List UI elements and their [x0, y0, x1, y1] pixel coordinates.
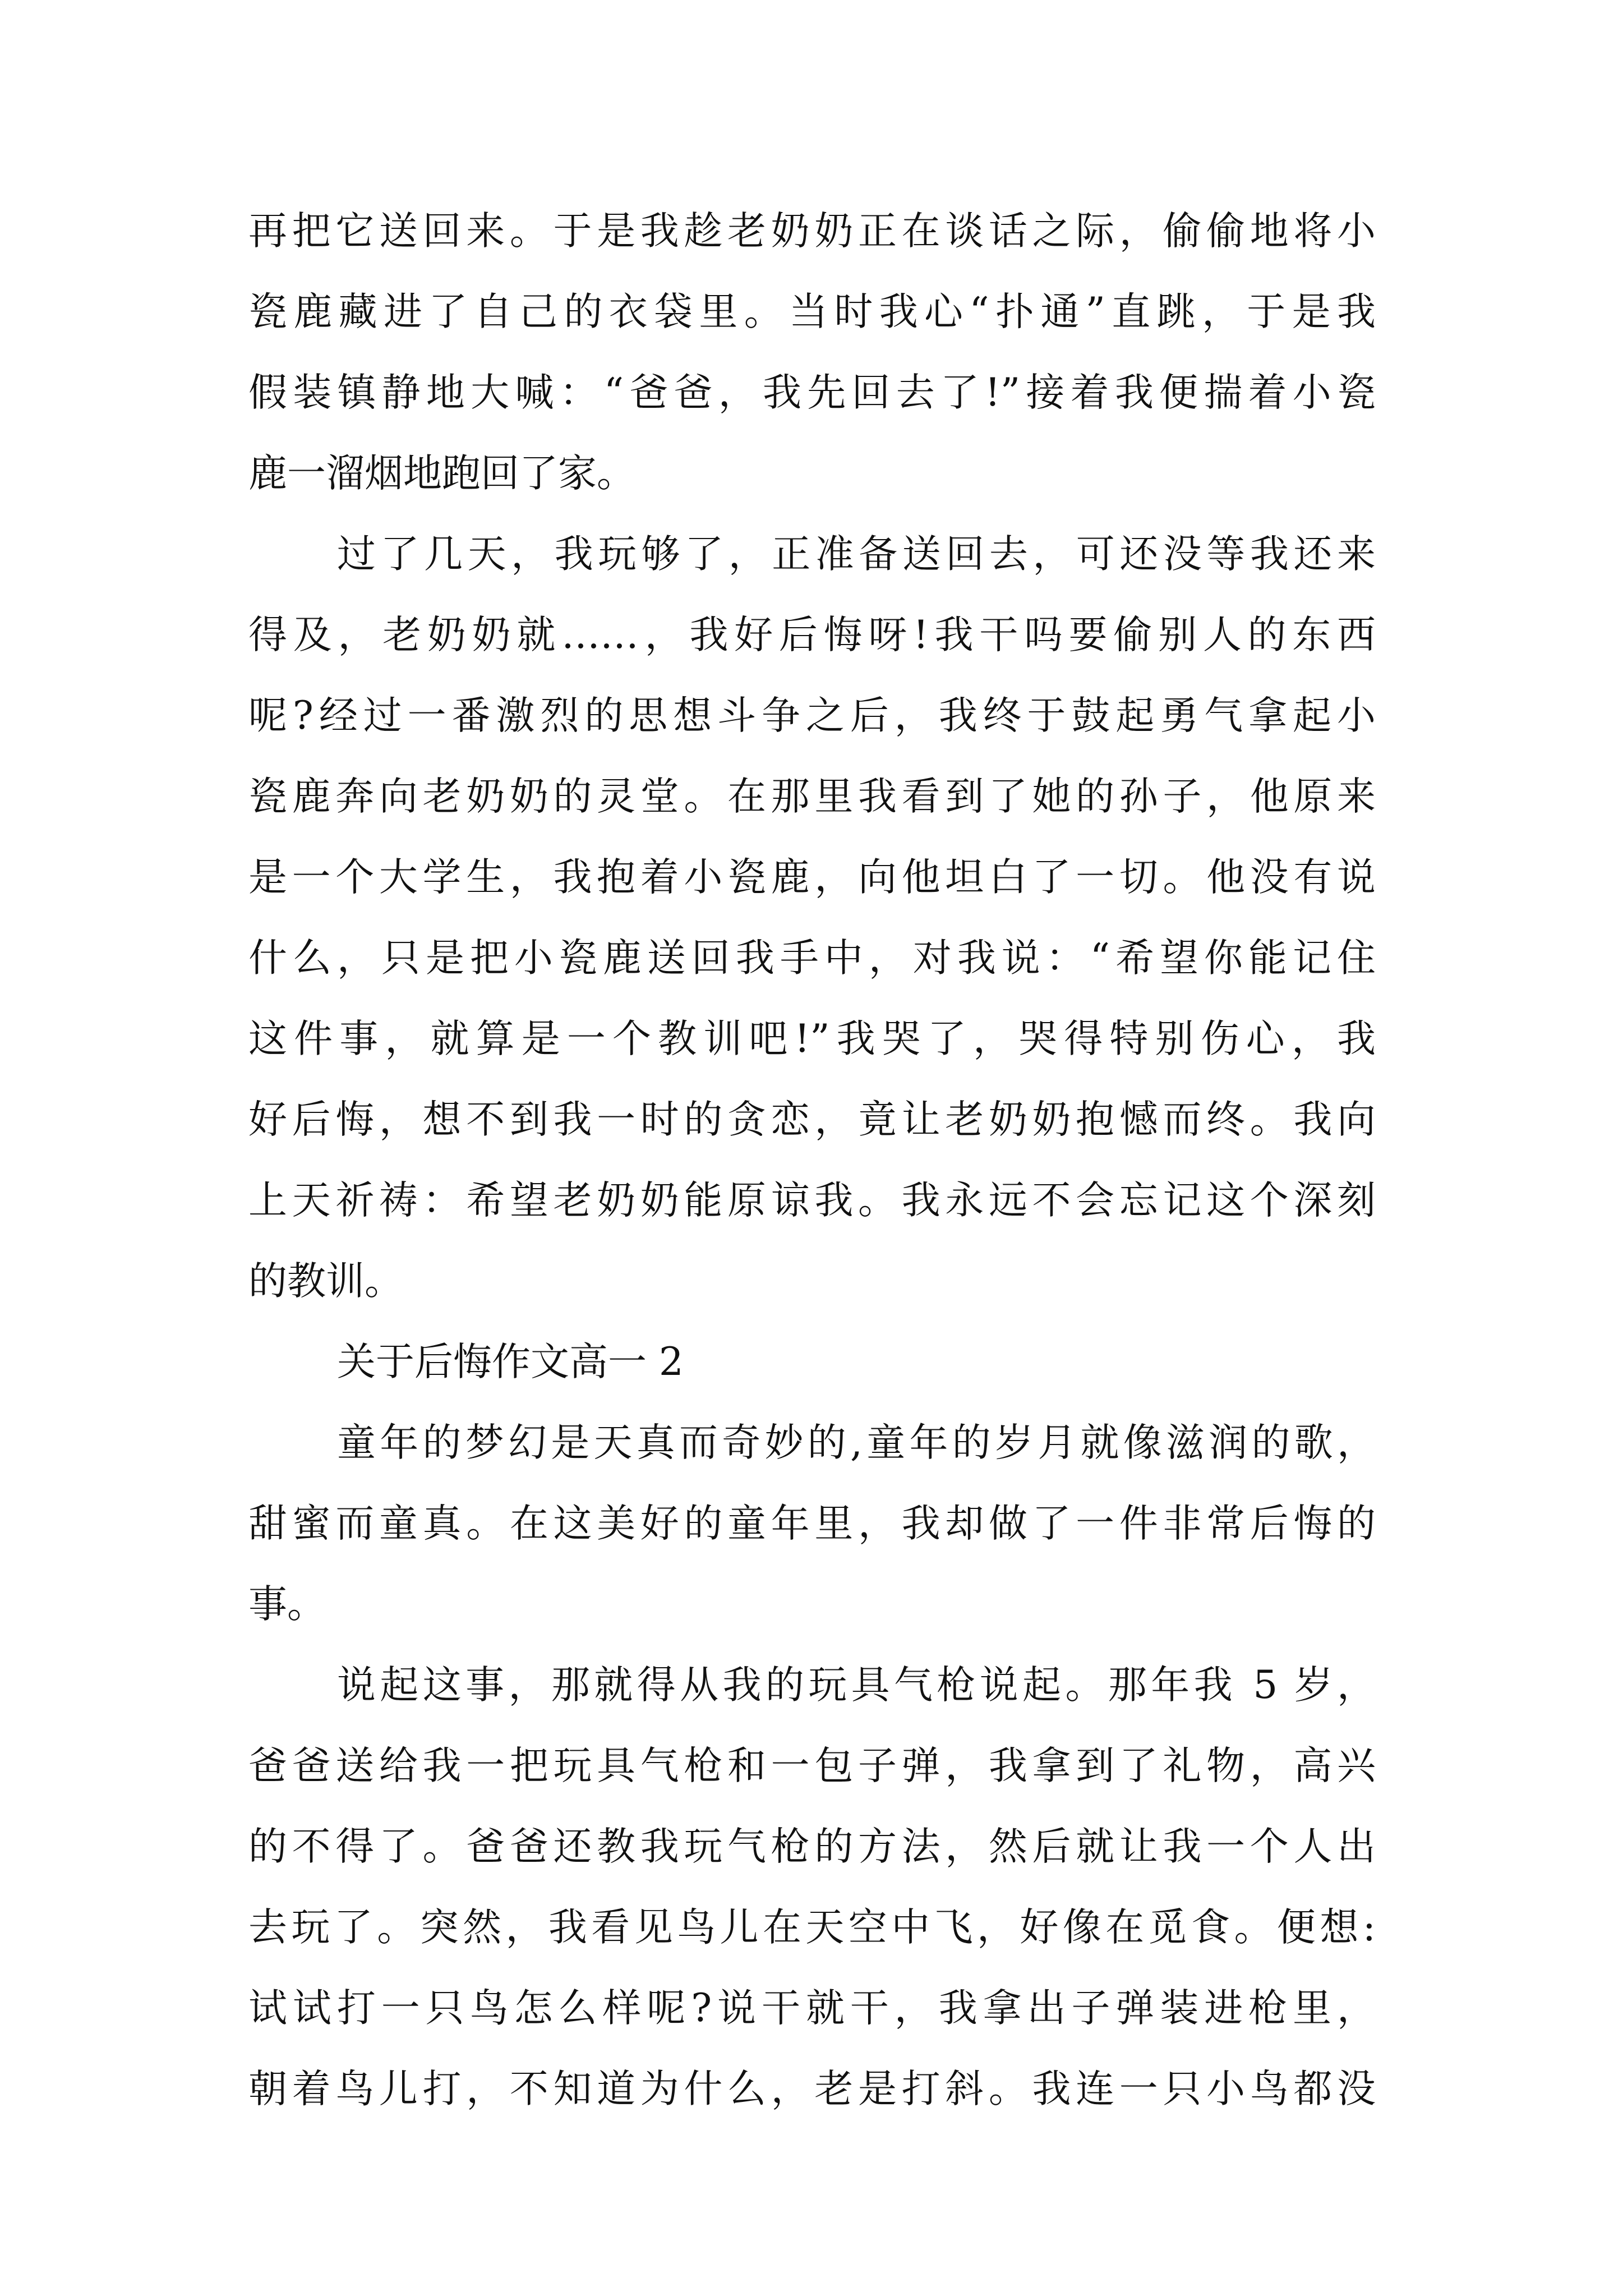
text-line: 事。 — [248, 1582, 326, 1627]
text-line: 鹿一溜烟地跑回了家。 — [248, 451, 635, 496]
text-line: 的不得了。爸爸还教我玩气枪的方法，然后就让我一个人出 — [248, 1824, 1376, 1869]
text-line: 爸爸送给我一把玩具气枪和一包子弹，我拿到了礼物，高兴 — [248, 1743, 1376, 1788]
paragraph-start-line: 过了几天，我玩够了，正准备送回去，可还没等我还来 — [337, 532, 1376, 577]
text-line: 甜蜜而童真。在这美好的童年里，我却做了一件非常后悔的 — [248, 1501, 1376, 1546]
text-line: 的教训。 — [248, 1259, 403, 1304]
section-heading: 关于后悔作文高一 2 — [337, 1340, 684, 1384]
text-line: 瓷鹿藏进了自己的衣袋里。当时我心“扑通”直跳，于是我 — [248, 289, 1376, 334]
text-line: 上天祈祷：希望老奶奶能原谅我。我永远不会忘记这个深刻 — [248, 1178, 1376, 1223]
paragraph-start-line: 说起这事，那就得从我的玩具气枪说起。那年我 5 岁， — [337, 1663, 1376, 1708]
text-line: 这件事，就算是一个教训吧!”我哭了，哭得特别伤心，我 — [248, 1016, 1376, 1061]
text-line: 好后悔，想不到我一时的贪恋，竟让老奶奶抱憾而终。我向 — [248, 1097, 1376, 1142]
text-line: 去玩了。突然，我看见鸟儿在天空中飞，好像在觅食。便想: — [248, 1905, 1376, 1950]
text-line: 是一个大学生，我抱着小瓷鹿，向他坦白了一切。他没有说 — [248, 855, 1376, 900]
text-line: 得及，老奶奶就……，我好后悔呀!我干吗要偷别人的东西 — [248, 613, 1376, 657]
text-line: 假装镇静地大喊：“爸爸，我先回去了!”接着我便揣着小瓷 — [248, 370, 1376, 415]
text-line: 呢?经过一番激烈的思想斗争之后，我终于鼓起勇气拿起小 — [248, 693, 1376, 738]
paragraph-start-line: 童年的梦幻是天真而奇妙的,童年的岁月就像滋润的歌， — [337, 1420, 1376, 1465]
text-line: 瓷鹿奔向老奶奶的灵堂。在那里我看到了她的孙子，他原来 — [248, 774, 1376, 819]
text-line: 朝着鸟儿打，不知道为什么，老是打斜。我连一只小鸟都没 — [248, 2067, 1376, 2111]
text-line: 试试打一只鸟怎么样呢?说干就干，我拿出子弹装进枪里， — [248, 1986, 1376, 2031]
text-line: 什么，只是把小瓷鹿送回我手中，对我说：“希望你能记住 — [248, 936, 1376, 981]
text-line: 再把它送回来。于是我趁老奶奶正在谈话之际，偷偷地将小 — [248, 209, 1376, 254]
essay-body — [248, 191, 1376, 2129]
